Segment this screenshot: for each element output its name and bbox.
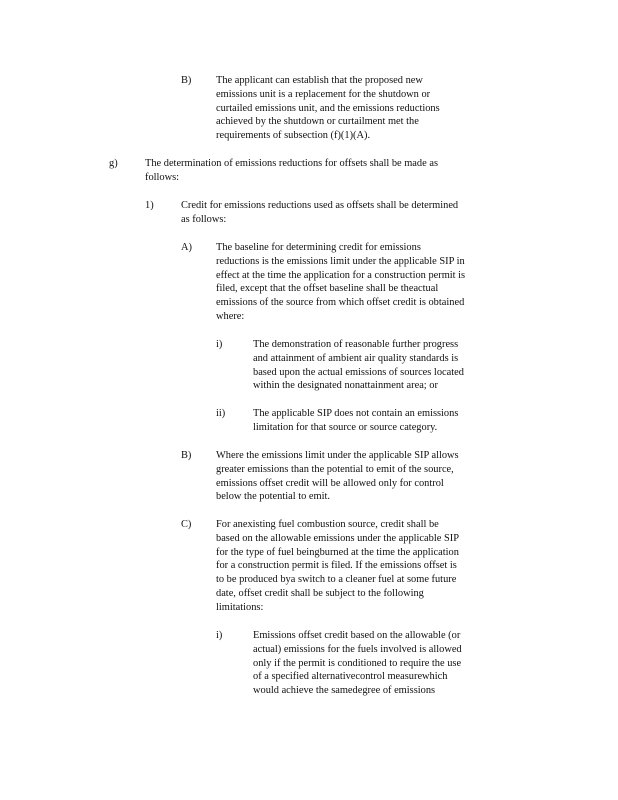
text-line: of a specified alternativecontrol measurewhich [253,671,448,683]
text-line: requirements of subsection (f)(1)(A). [216,130,371,142]
text-line: actual) emissions for the fuels involved is allowed [253,643,462,655]
paragraph-B-emissions-limit [216,449,496,504]
paragraph-A-baseline [216,241,506,324]
text-line: within the designated nonattainment area; or [253,380,438,392]
text-line: emissions unit is a replacement for the shutdown or [216,88,431,100]
paragraph-1-credit [181,199,489,227]
paragraph-B-replacement [216,74,460,143]
text-line: limitation for that source or source category. [253,421,438,433]
text-line: reductions is the emissions limit under the applicable SIP in [216,255,465,267]
text-line: The determination of emissions reductions for offsets shall be made as [145,158,438,169]
text-line: filed, except that the offset baseline shall be theactual [216,283,439,295]
text-line: only if the permit is conditioned to require the use [253,657,462,669]
item-label-B: B) [181,450,192,461]
text-line: date, offset credit shall be subject to the following [216,587,424,599]
item-label-ii: ii) [216,408,226,419]
item-label-g: g) [109,158,118,169]
item-label-i: i) [216,339,223,350]
text-line: where: [216,310,245,322]
paragraph-i-offset-credit [253,629,493,698]
text-line: limitations: [216,601,264,613]
item-label-1: 1) [145,200,154,211]
text-line: as follows: [181,213,227,225]
text-line: below the potential to emit. [216,491,330,503]
paragraph-ii-sip [253,407,485,435]
text-line: The demonstration of reasonable further progress [253,339,459,350]
text-line: for a construction permit is filed. If the emissions offset is [216,560,457,572]
text-line: follows: [145,171,180,183]
text-line: effect at the time the application for a construction permit is [216,269,466,281]
item-label-i: i) [216,630,223,641]
paragraph-i-demonstration [253,338,491,393]
text-line: The applicant can establish that the proposed new [216,75,423,86]
text-line: Where the emissions limit under the applicable SIP allows [216,450,459,461]
text-line: The applicable SIP does not contain an emissions [253,408,459,419]
text-line: would achieve the samedegree of emissions [253,685,436,697]
text-line: emissions of the source from which offset credit is obtained [216,297,465,309]
text-line: to be produced bya switch to a cleaner fuel at some future [216,574,457,586]
text-line: and attainment of ambient air quality standards is [253,352,459,364]
item-label-B: B) [181,75,192,86]
item-label-C: C) [181,519,192,530]
text-line: Emissions offset credit based on the allowable (or [253,630,461,641]
text-line: based on the allowable emissions under the applicable SIP [216,532,459,544]
text-line: The baseline for determining credit for emissions [216,242,421,253]
text-line: Credit for emissions reductions used as offsets shall be determined [181,200,459,211]
text-line: for the type of fuel beingburned at the time the application [216,546,459,558]
text-line: achieved by the shutdown or curtailment met the [216,116,419,128]
item-label-A: A) [181,242,192,253]
paragraph-C-fuel-combustion [216,518,506,615]
text-line: For anexisting fuel combustion source, credit shall be [216,519,439,530]
paragraph-g-determination [145,157,481,185]
text-line: emissions offset credit will be allowed only for control [216,477,444,489]
text-line: curtailed emissions unit, and the emissions reductions [216,102,440,114]
text-line: based upon the actual emissions of sources located [253,366,464,378]
text-line: greater emissions than the potential to emit of the source, [216,463,454,475]
